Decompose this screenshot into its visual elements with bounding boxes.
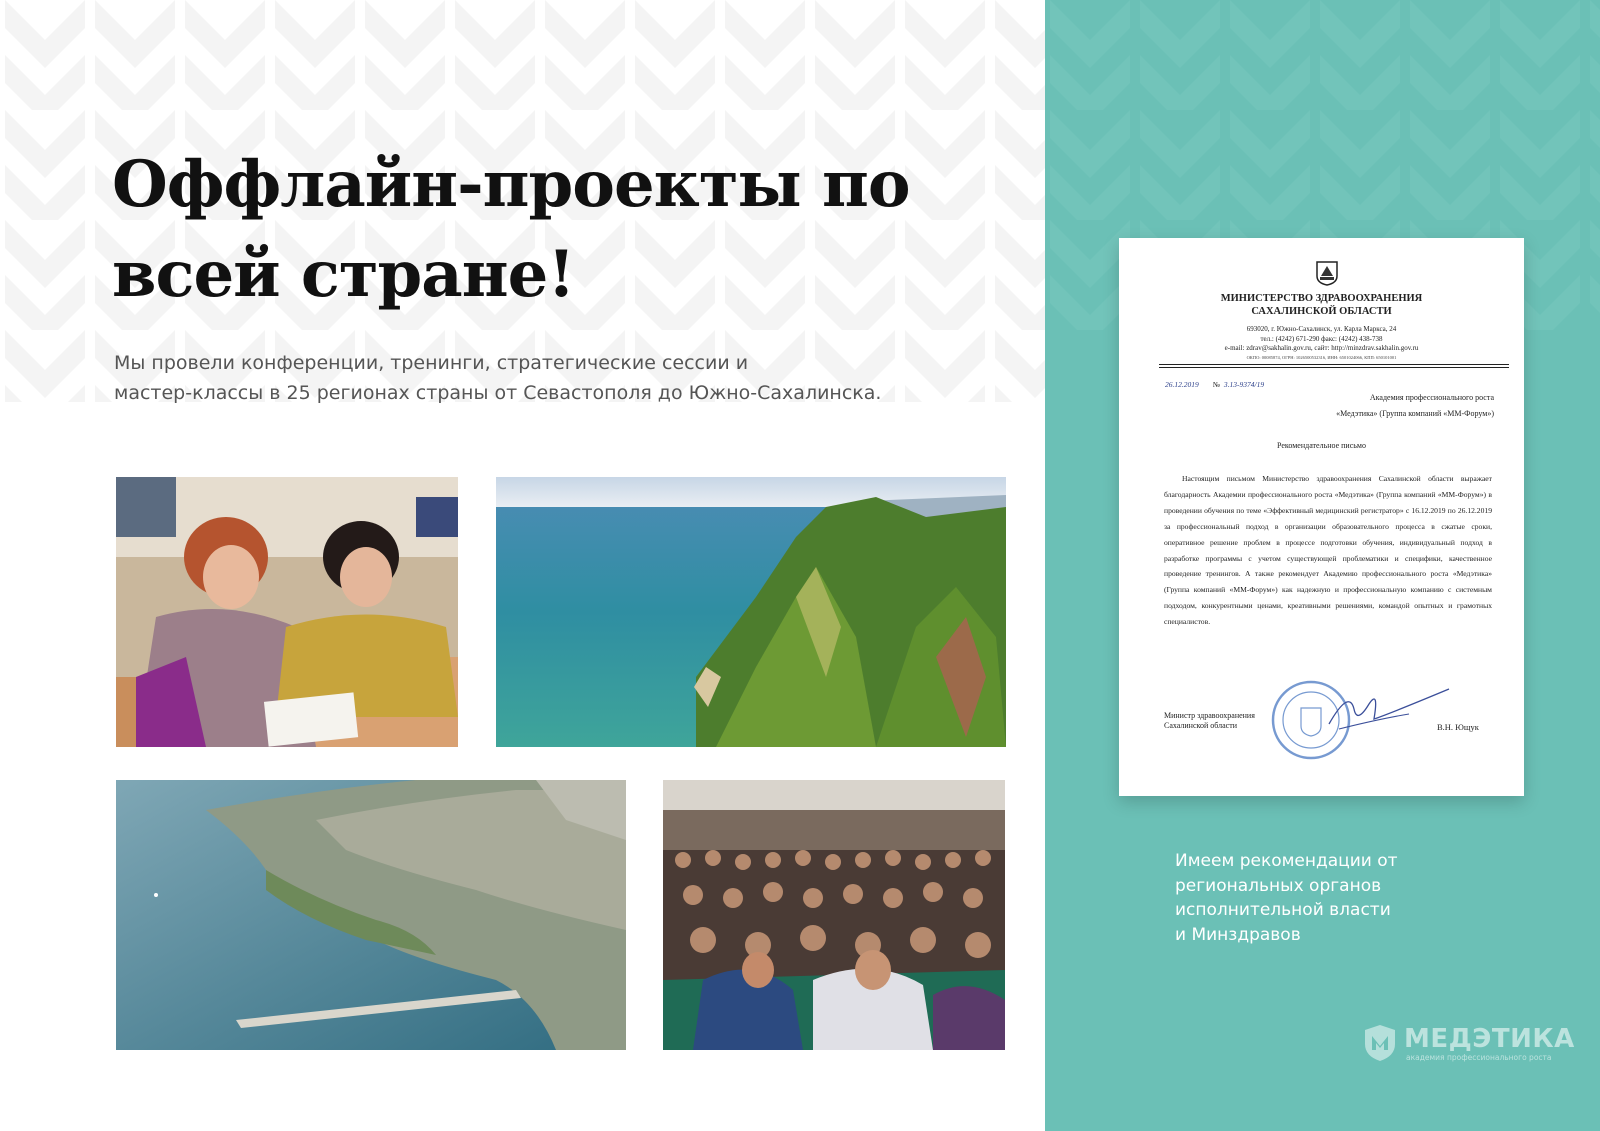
caption-line-4: и Минздравов [1175,924,1301,945]
minister-name: В.Н. Ющук [1437,722,1479,732]
ministry-name [1119,292,1524,318]
shield-logo-icon [1364,1024,1396,1062]
letter-date: 26.12.2019 [1165,380,1199,389]
ministry-line-1: МИНИСТЕРСТВО ЗДРАВООХРАНЕНИЯ [1220,293,1423,304]
right-panel [1045,0,1600,1131]
page-subtitle [114,348,1014,408]
minister-line-2: Сахалинской области [1164,721,1238,730]
recommendation-letter [1119,238,1524,796]
letter-body: Настоящим письмом Министерство здравоохранения Сахалинской области выражает благодарность Академии профессионального роста «Медэтика» (Группа компаний «ММ-Форум») в проведении обучения по теме «Эффективный медицинский регистратор» с 16.12.2019 по 26.12.2019 за профессиональный подход в организации образовательного процесса в сжатые сроки, оперативное решение проблем в процессе подготовки обучения, индивидуальный подход в разработке программы с учетом существующей проблематики и специфики, качественное проведение тренингов. А также рекомендует Академию профессионального роста «Медэтика» (Группа компаний «ММ-Форум») как надежную и профессиональную компанию с системным подходом, конкурентными ценами, креативными решениями, командой опытных и грамотных специалистов. [1164,474,1492,627]
subtitle-line-2: мастер-классы в 25 регионах страны от Севастополя до Южно-Сахалинска. [114,382,882,404]
caption-line-3: исполнительной власти [1175,900,1391,920]
coat-of-arms-icon [1315,260,1339,286]
title-line-1: Оффлайн-проекты по [112,147,910,222]
title-line-2: всей стране! [112,237,575,312]
page-title [112,140,972,320]
ministry-line-2: САХАЛИНСКОЙ ОБЛАСТИ [1251,306,1392,317]
letter-title: Рекомендательное письмо [1277,441,1366,450]
photo-conference-audience [663,780,1005,1050]
brand-logo [1364,1024,1575,1064]
photo-coastal-ridge [496,477,1006,747]
recipient-line-1: Академия профессионального роста [1369,393,1494,402]
photo-aerial-city [116,780,626,1050]
subtitle-line-1: Мы провели конференции, тренинги, стратегические сессии и [114,352,749,374]
ministry-address [1119,325,1524,354]
address-line-3: e-mail: zdrav@sakhalin.gov.ru, сайт: http://minzdrav.sakhalin.gov.ru [1224,344,1419,352]
recommendations-caption [1175,849,1475,947]
letter-number: 3.13-9374/19 [1223,380,1265,389]
ministry-codes: ОКПО: 00085874, ОГРН: 1026500532316, ИНН: 6501024066, КПП: 650101001 [1246,355,1397,360]
letter-reference: 26.12.2019 № 3.13-9374/19 [1165,380,1265,389]
caption-line-2: региональных органов [1175,875,1382,896]
caption-line-1: Имеем рекомендации от [1175,851,1398,871]
brand-name: МЕДЭТИКА [1404,1024,1575,1054]
brand-tagline: академия профессионального роста [1406,1053,1552,1062]
header-divider [1159,364,1509,368]
address-line-2: тел.: (4242) 671-290 факс: (4242) 438-738 [1260,334,1383,343]
address-line-1: 693020, г. Южно-Сахалинск, ул. Карла Маркса, 24 [1246,325,1397,333]
recipient-line-2: «Медэтика» (Группа компаний «ММ-Форум») [1336,409,1494,418]
minister-title [1164,711,1255,731]
photo-training-session [116,477,458,747]
minister-line-1: Министр здравоохранения [1164,711,1255,720]
letter-recipient [1274,390,1494,422]
